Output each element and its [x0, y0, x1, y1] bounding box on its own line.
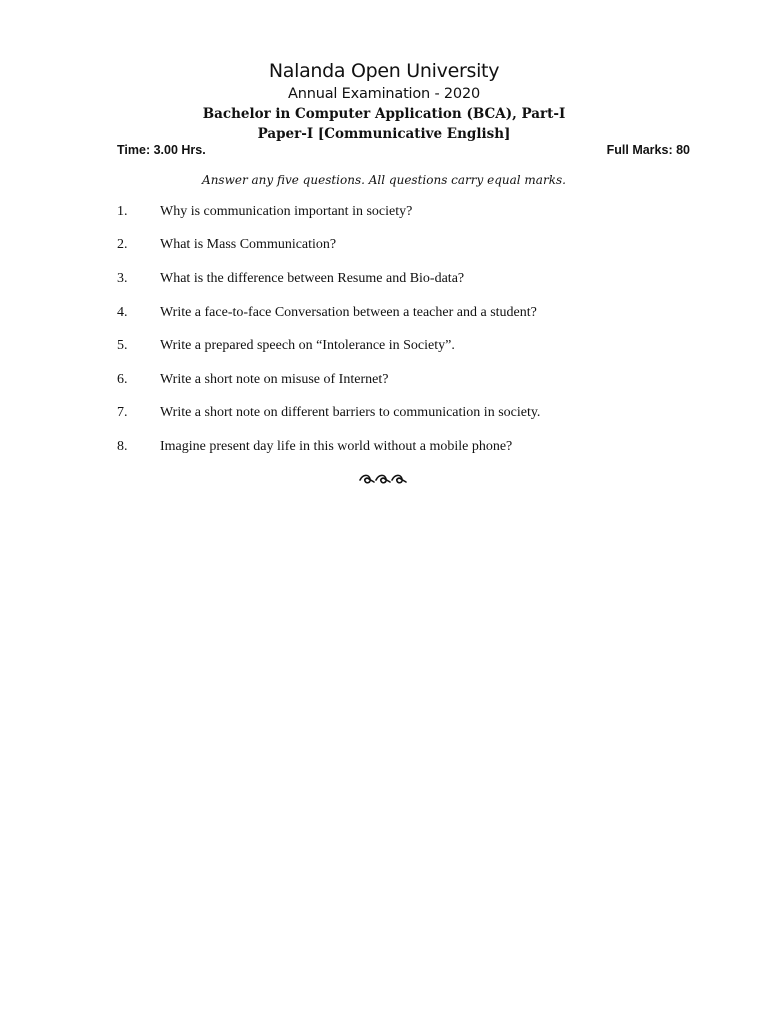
question-text: Why is communication important in society? [160, 204, 413, 219]
question-number: 8. [117, 439, 128, 454]
university-name: Nalanda Open University [268, 60, 500, 82]
time-allowed: Time: 3.00 Hrs. [117, 143, 206, 157]
question-text: Write a short note on misuse of Internet? [160, 372, 389, 387]
question-number: 1. [117, 204, 128, 219]
question-text: Write a prepared speech on “Intolerance in Society”. [160, 338, 455, 353]
exam-title: Annual Examination - 2020 [288, 86, 480, 102]
paper-title: Paper-I [Communicative English] [257, 126, 511, 142]
question-number: 6. [117, 372, 128, 387]
question-number: 7. [117, 405, 128, 420]
question-text: Write a face-to-face Conversation between a teacher and a student? [160, 305, 537, 320]
instructions: Answer any five questions. All questions carry equal marks. [202, 173, 566, 187]
full-marks: Full Marks: 80 [606, 143, 690, 157]
question-number: 2. [117, 237, 128, 252]
question-text: Write a short note on different barriers to communication in society. [160, 405, 541, 420]
question-text: What is the difference between Resume and Bio-data? [160, 271, 465, 286]
question-text: Imagine present day life in this world without a mobile phone? [160, 439, 513, 454]
question-number: 5. [117, 338, 128, 353]
question-text: What is Mass Communication? [160, 237, 337, 252]
question-number: 3. [117, 271, 128, 286]
program-title: Bachelor in Computer Application (BCA), Part-I [202, 106, 566, 122]
question-number: 4. [117, 305, 128, 320]
end-flourish-icon [0, 471, 768, 492]
